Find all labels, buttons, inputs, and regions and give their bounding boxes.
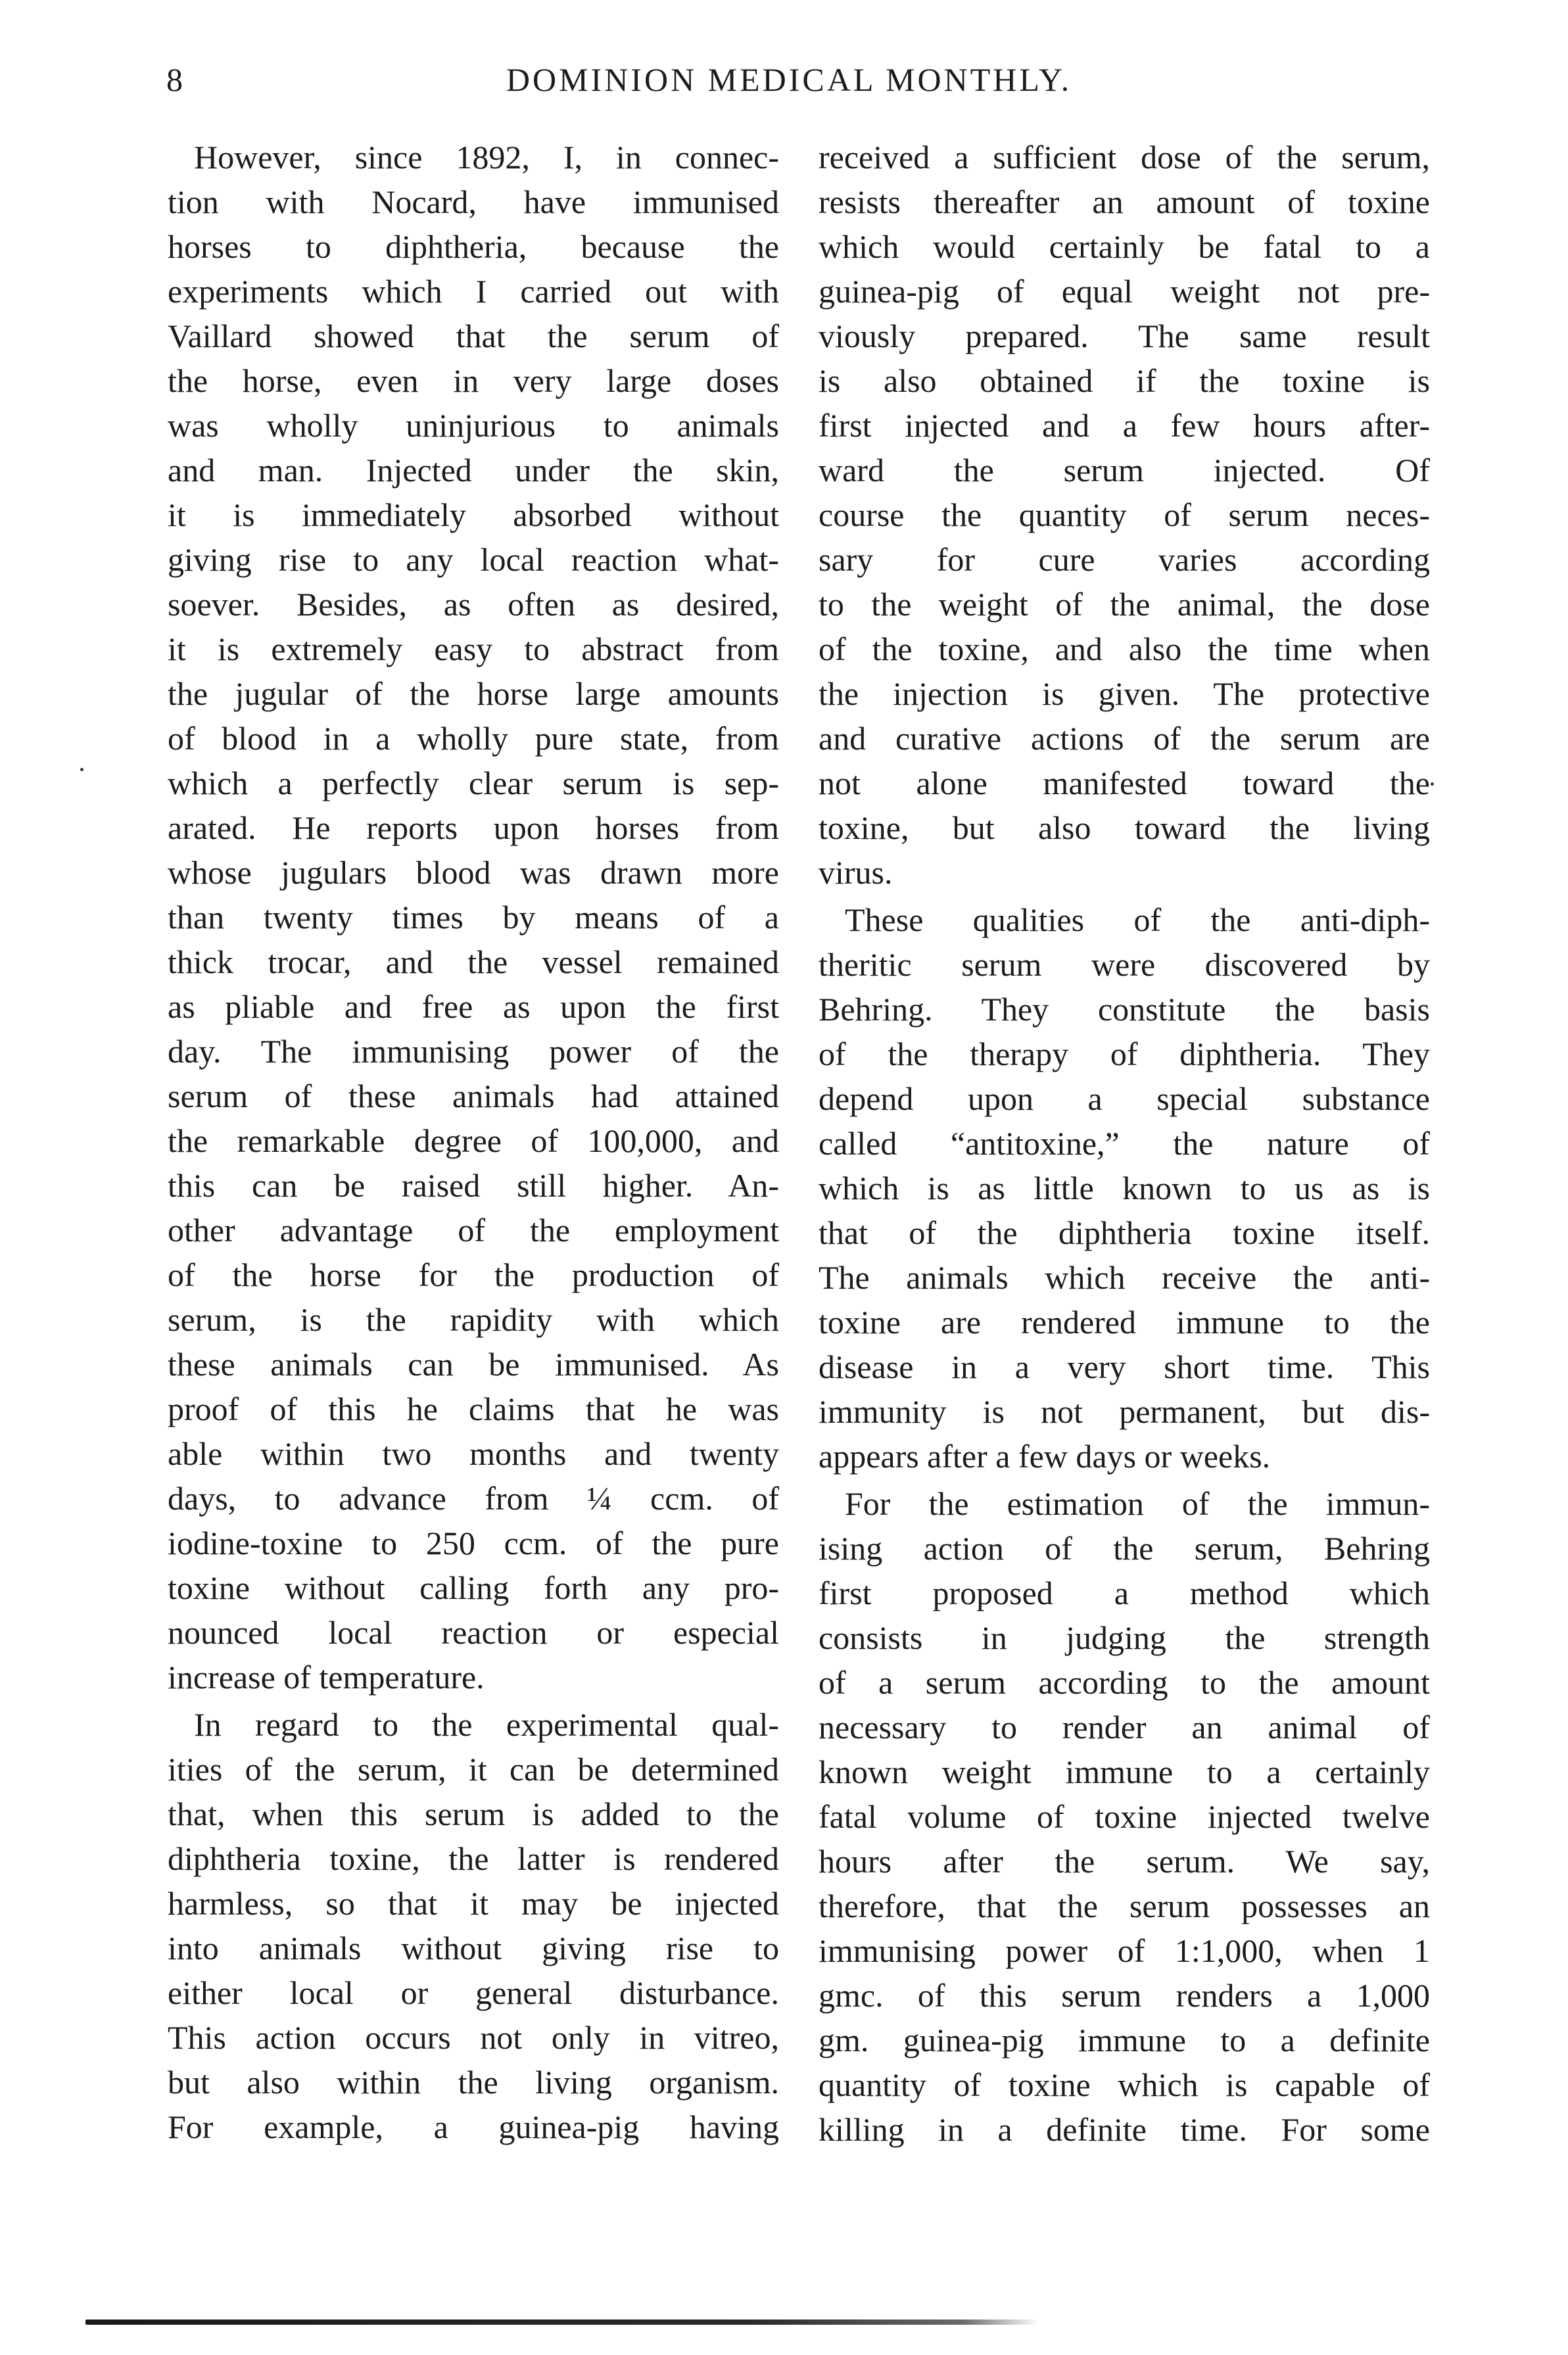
text-line: that, when this serum is added to the <box>168 1796 779 1832</box>
text-line: which is as little known to us as is <box>819 1170 1430 1206</box>
text-line: The animals which receive the anti- <box>819 1259 1430 1296</box>
text-line: disease in a very short time. This <box>819 1348 1430 1385</box>
text-line: immunity is not permanent, but dis- <box>819 1393 1430 1430</box>
text-line: serum of these animals had attained <box>168 1078 779 1114</box>
text-line: This action occurs not only in vitreo, <box>168 2019 779 2056</box>
text-line: not alone manifested toward the <box>819 765 1430 801</box>
text-line: harmless, so that it may be injected <box>168 1885 779 1922</box>
text-line: nounced local reaction or especial <box>168 1614 779 1651</box>
text-line: first injected and a few hours after- <box>819 407 1430 444</box>
text-line: of the toxine, and also the time when <box>819 630 1430 667</box>
text-line: into animals without giving rise to <box>168 1930 779 1966</box>
text-line: These qualities of the anti-diph- <box>845 901 1430 938</box>
text-line: fatal volume of toxine injected twelve <box>819 1798 1430 1835</box>
text-line: killing in a definite time. For some <box>819 2111 1430 2148</box>
text-line: proof of this he claims that he was <box>168 1391 779 1427</box>
text-line: depend upon a special substance <box>819 1080 1430 1117</box>
text-line: consists in judging the strength <box>819 1619 1430 1656</box>
text-line: diphtheria toxine, the latter is rendered <box>168 1840 779 1877</box>
text-line: quantity of toxine which is capable of <box>819 2066 1430 2103</box>
text-line: the horse, even in very large doses <box>168 362 779 399</box>
text-line: arated. He reports upon horses from <box>168 809 779 846</box>
text-line: horses to diphtheria, because the <box>168 228 779 265</box>
text-line: thick trocar, and the vessel remained <box>168 943 779 980</box>
running-head: DOMINION MEDICAL MONTHLY. <box>506 61 1072 98</box>
text-line: theritic serum were discovered by <box>819 946 1430 983</box>
footer-rule <box>85 2319 1039 2325</box>
text-line: tion with Nocard, have immunised <box>168 183 779 220</box>
right-column <box>819 135 1430 2152</box>
text-line: However, since 1892, I, in connec- <box>194 139 779 176</box>
text-line: known weight immune to a certainly <box>819 1753 1430 1790</box>
text-line: other advantage of the employment <box>168 1212 779 1249</box>
text-line: the remarkable degree of 100,000, and <box>168 1122 779 1159</box>
text-line: therefore, that the serum possesses an <box>819 1888 1430 1924</box>
text-line: which a perfectly clear serum is sep- <box>168 765 779 801</box>
text-line: either local or general disturbance. <box>168 1974 779 2011</box>
text-line: toxine, but also toward the living <box>819 809 1430 846</box>
text-line: virus. <box>819 854 893 891</box>
text-line: resists thereafter an amount of toxine <box>819 183 1430 220</box>
text-line: gm. guinea-pig immune to a definite <box>819 2022 1430 2058</box>
text-line: days, to advance from ¼ ccm. of <box>168 1480 779 1517</box>
text-line: ities of the serum, it can be determined <box>168 1751 779 1788</box>
text-line: and man. Injected under the skin, <box>168 452 779 488</box>
text-line: iodine-toxine to 250 ccm. of the pure <box>168 1525 779 1561</box>
text-line: gmc. of this serum renders a 1,000 <box>819 1977 1430 2014</box>
text-line: sary for cure varies according <box>819 541 1430 578</box>
text-line: and curative actions of the serum are <box>819 720 1430 757</box>
text-line: Behring. They constitute the basis <box>819 991 1430 1028</box>
text-line: hours after the serum. We say, <box>819 1843 1430 1880</box>
text-line: but also within the living organism. <box>168 2064 779 2101</box>
text-line: toxine are rendered immune to the <box>819 1304 1430 1341</box>
text-line: to the weight of the animal, the dose <box>819 586 1430 623</box>
text-line: of a serum according to the amount <box>819 1664 1430 1701</box>
text-line: the injection is given. The protective <box>819 675 1430 712</box>
text-line: toxine without calling forth any pro- <box>168 1569 779 1606</box>
page-number: 8 <box>166 61 183 98</box>
text-line: giving rise to any local reaction what- <box>168 541 779 578</box>
text-line: first proposed a method which <box>819 1575 1430 1611</box>
text-line: that of the diphtheria toxine itself. <box>819 1214 1430 1251</box>
text-line: Vaillard showed that the serum of <box>168 318 779 354</box>
text-line: increase of temperature. <box>168 1659 485 1696</box>
text-line: course the quantity of serum neces- <box>819 496 1430 533</box>
text-line: viously prepared. The same result <box>819 318 1430 354</box>
text-line: serum, is the rapidity with which <box>168 1301 779 1338</box>
text-line: of blood in a wholly pure state, from <box>168 720 779 757</box>
text-line: ising action of the serum, Behring <box>819 1530 1430 1567</box>
text-line: it is immediately absorbed without <box>168 496 779 533</box>
text-line: soever. Besides, as often as desired, <box>168 586 779 623</box>
text-line: ward the serum injected. Of <box>819 452 1430 488</box>
left-column <box>168 135 779 2149</box>
text-line: of the therapy of diphtheria. They <box>819 1035 1430 1072</box>
scan-speck <box>80 768 83 771</box>
text-line: day. The immunising power of the <box>168 1033 779 1070</box>
text-line: necessary to render an animal of <box>819 1709 1430 1746</box>
text-line: than twenty times by means of a <box>168 899 779 936</box>
scan-speck <box>1431 782 1434 786</box>
text-line: the jugular of the horse large amounts <box>168 675 779 712</box>
text-line: as pliable and free as upon the first <box>168 988 779 1025</box>
text-line: called “antitoxine,” the nature of <box>819 1125 1430 1162</box>
text-line: appears after a few days or weeks. <box>819 1438 1271 1475</box>
text-line: In regard to the experimental qual- <box>194 1706 779 1743</box>
text-line: which would certainly be fatal to a <box>819 228 1430 265</box>
text-line: was wholly uninjurious to animals <box>168 407 779 444</box>
text-line: able within two months and twenty <box>168 1435 779 1472</box>
text-line: it is extremely easy to abstract from <box>168 630 779 667</box>
text-line: experiments which I carried out with <box>168 273 779 310</box>
text-line: received a sufficient dose of the serum, <box>819 139 1430 176</box>
text-line: For the estimation of the immun- <box>845 1485 1430 1522</box>
text-line: these animals can be immunised. As <box>168 1346 779 1383</box>
text-line: immunising power of 1:1,000, when 1 <box>819 1932 1430 1969</box>
text-line: this can be raised still higher. An- <box>168 1167 779 1204</box>
text-line: For example, a guinea-pig having <box>168 2108 779 2145</box>
text-line: guinea-pig of equal weight not pre- <box>819 273 1430 310</box>
text-line: is also obtained if the toxine is <box>819 362 1430 399</box>
text-line: of the horse for the production of <box>168 1256 779 1293</box>
text-line: whose jugulars blood was drawn more <box>168 854 779 891</box>
